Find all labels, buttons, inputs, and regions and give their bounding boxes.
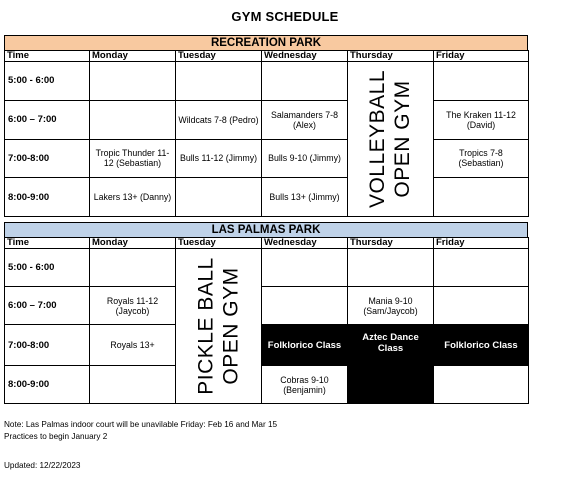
header-row xyxy=(5,238,529,249)
note-practices-start: Practices to begin January 2 xyxy=(4,432,108,441)
schedule-cell: Lakers 13+ (Danny) xyxy=(90,178,176,217)
las-palmas-park-section xyxy=(4,222,528,404)
note-unavailable: Note: Las Palmas indoor court will be unavilable Friday: Feb 16 and Mar 15 xyxy=(4,420,278,429)
time-cell: 5:00 - 6:00 xyxy=(5,62,90,101)
table-row xyxy=(5,325,529,366)
schedule-cell: Royals 13+ xyxy=(90,325,176,366)
col-header-thursday: Thursday xyxy=(348,51,434,62)
schedule-cell xyxy=(262,287,348,325)
col-header-monday: Monday xyxy=(90,51,176,62)
schedule-cell xyxy=(90,366,176,404)
time-cell: 6:00 – 7:00 xyxy=(5,287,90,325)
schedule-cell: Bulls 9-10 (Jimmy) xyxy=(262,139,348,178)
las-palmas-schedule-table xyxy=(4,237,529,404)
col-header-wednesday: Wednesday xyxy=(262,238,348,249)
col-header-friday: Friday xyxy=(434,51,529,62)
schedule-cell xyxy=(90,100,176,139)
time-cell: 6:00 – 7:00 xyxy=(5,100,90,139)
aztec-dance-class-label: Aztec Dance Class xyxy=(362,332,419,354)
col-header-tuesday: Tuesday xyxy=(176,51,262,62)
updated-date: Updated: 12/22/2023 xyxy=(4,461,81,470)
table-row xyxy=(5,249,529,287)
volleyball-label: VOLLEYBALL xyxy=(366,69,390,209)
col-header-time: Time xyxy=(5,51,90,62)
schedule-cell: The Kraken 11-12 (David) xyxy=(434,100,529,139)
schedule-cell xyxy=(90,249,176,287)
table-row xyxy=(5,62,529,101)
time-cell: 7:00-8:00 xyxy=(5,139,90,178)
table-row xyxy=(5,366,529,404)
folklorico-class-cell: Folklorico Class xyxy=(262,325,348,366)
col-header-thursday: Thursday xyxy=(348,238,434,249)
table-row xyxy=(5,287,529,325)
pickle-ball-label: PICKLE BALL xyxy=(194,257,218,395)
schedule-cell xyxy=(176,62,262,101)
schedule-cell: Royals 11-12 (Jaycob) xyxy=(90,287,176,325)
table-row xyxy=(5,178,529,217)
schedule-cell: Wildcats 7-8 (Pedro) xyxy=(176,100,262,139)
schedule-cell xyxy=(176,178,262,217)
schedule-cell xyxy=(434,62,529,101)
volleyball-open-gym-cell xyxy=(348,62,434,217)
time-cell: 8:00-9:00 xyxy=(5,178,90,217)
schedule-cell: Bulls 11-12 (Jimmy) xyxy=(176,139,262,178)
recreation-park-section xyxy=(4,35,528,217)
folklorico-class-cell: Folklorico Class xyxy=(434,325,529,366)
schedule-cell: Tropics 7-8 (Sebastian) xyxy=(434,139,529,178)
las-palmas-park-banner: LAS PALMAS PARK xyxy=(4,222,528,237)
time-cell: 5:00 - 6:00 xyxy=(5,249,90,287)
time-cell: 8:00-9:00 xyxy=(5,366,90,404)
schedule-cell: Cobras 9-10 (Benjamin) xyxy=(262,366,348,404)
schedule-cell xyxy=(348,249,434,287)
table-row xyxy=(5,100,529,139)
col-header-tuesday: Tuesday xyxy=(176,238,262,249)
recreation-park-banner: RECREATION PARK xyxy=(4,35,528,50)
col-header-monday: Monday xyxy=(90,238,176,249)
schedule-cell xyxy=(434,366,529,404)
pickle-ball-open-gym-cell xyxy=(176,249,262,404)
open-gym-label: OPEN GYM xyxy=(219,267,243,385)
schedule-cell xyxy=(90,62,176,101)
schedule-cell xyxy=(262,249,348,287)
page-title: GYM SCHEDULE xyxy=(231,9,339,24)
col-header-friday: Friday xyxy=(434,238,529,249)
aztec-dance-class-cell xyxy=(348,325,434,404)
schedule-cell: Bulls 13+ (Jimmy) xyxy=(262,178,348,217)
schedule-cell: Salamanders 7-8 (Alex) xyxy=(262,100,348,139)
open-gym-label: OPEN GYM xyxy=(391,80,415,198)
schedule-cell xyxy=(434,178,529,217)
col-header-time: Time xyxy=(5,238,90,249)
time-cell: 7:00-8:00 xyxy=(5,325,90,366)
recreation-schedule-table xyxy=(4,50,529,217)
col-header-wednesday: Wednesday xyxy=(262,51,348,62)
table-row xyxy=(5,139,529,178)
schedule-cell xyxy=(262,62,348,101)
schedule-cell xyxy=(434,249,529,287)
schedule-cell: Mania 9-10 (Sam/Jaycob) xyxy=(348,287,434,325)
schedule-cell xyxy=(434,287,529,325)
header-row xyxy=(5,51,529,62)
schedule-cell: Tropic Thunder 11-12 (Sebastian) xyxy=(90,139,176,178)
